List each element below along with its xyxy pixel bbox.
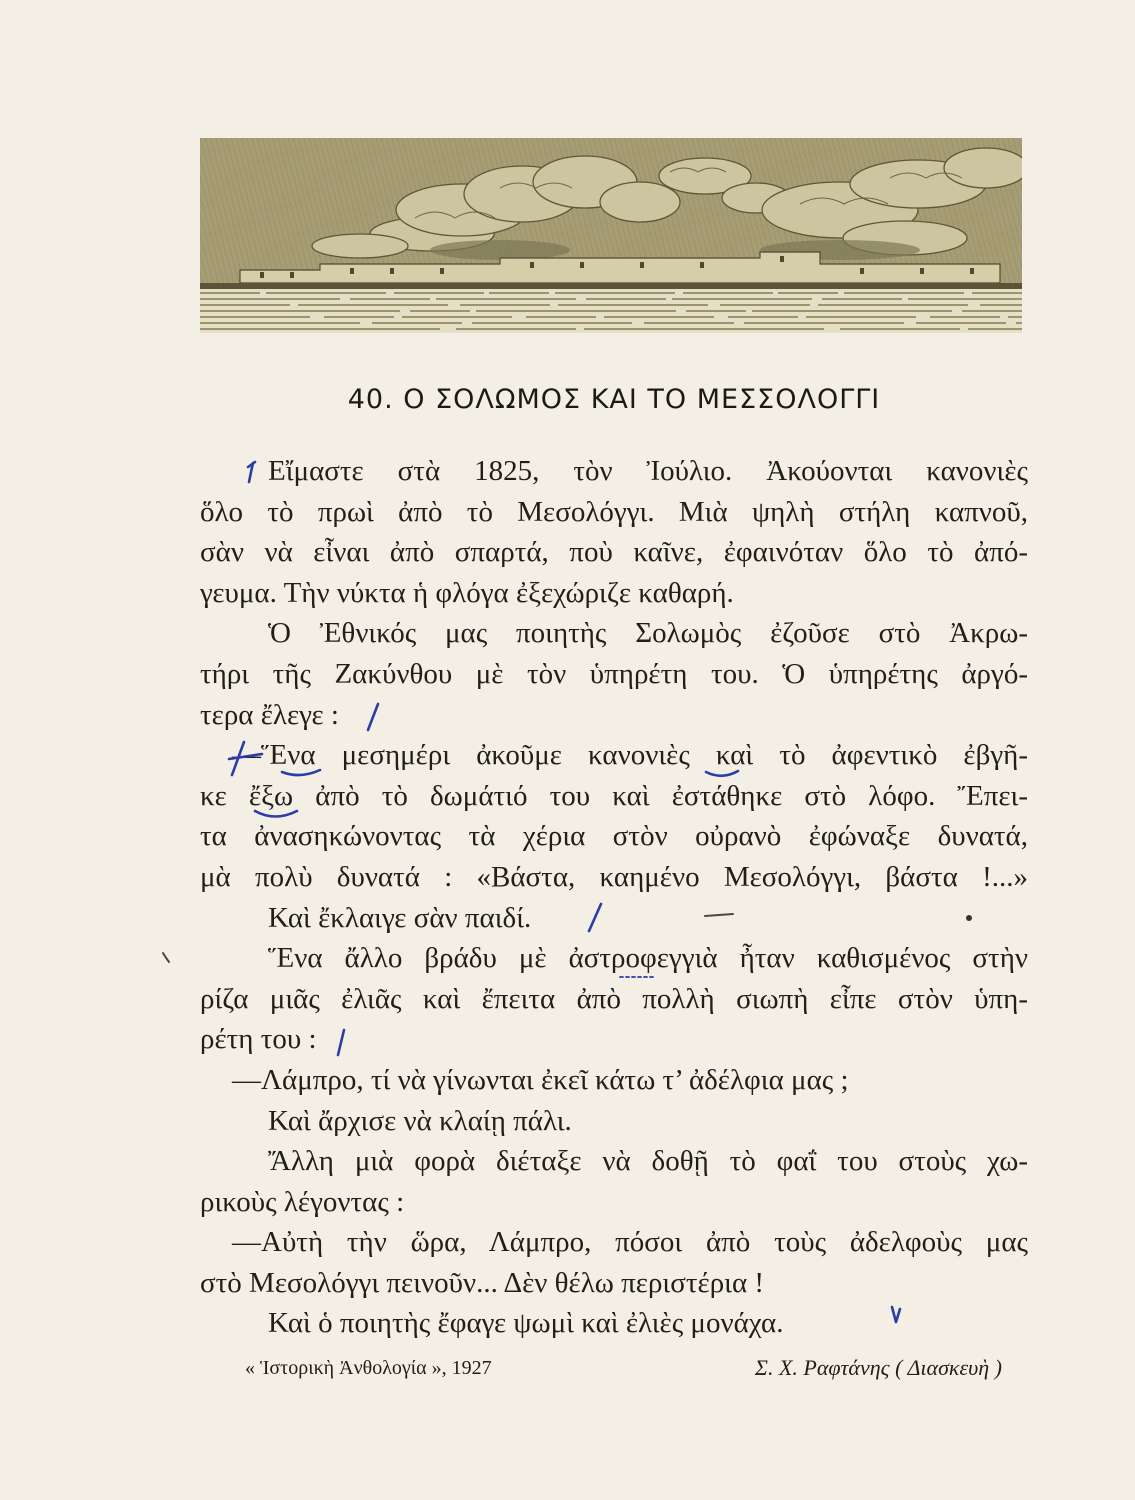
text-line: τήρι τῆς Ζακύνθου μὲ τὸν ὑπηρέτη του. Ὁ ὑπηρέτης ἀργό- xyxy=(200,657,1028,690)
header-illustration xyxy=(200,138,1022,333)
text-line: Ἕνα ἄλλο βράδυ μὲ ἀστροφεγγιὰ ἦταν καθισμένος στὴν xyxy=(268,942,1028,975)
text-line: τα ἀνασηκώνοντας τὰ χέρια στὸν οὐρανὸ ἐφώναξε δυνατά, xyxy=(200,820,1028,853)
author-credit: Σ. Χ. Ραφτάνης ( Διασκευὴ ) xyxy=(754,1355,1002,1380)
text-line: —Ἕνα μεσημέρι ἀκοῦμε κανονιὲς καὶ τὸ ἀφεντικὸ ἐβγῆ- xyxy=(232,739,1028,772)
text-line: Εἴμαστε στὰ 1825, τὸν Ἰούλιο. Ἀκούονται κανονιὲς xyxy=(268,455,1028,487)
text-line: μὰ πολὺ δυνατά : «Βάστα, καημένο Μεσολόγγι, βάστα !...» xyxy=(200,860,1028,893)
text-line: ὅλο τὸ πρωὶ ἀπὸ τὸ Μεσολόγγι. Μιὰ ψηλὴ στήλη καπνοῦ, xyxy=(200,495,1028,528)
text-line: σὰν νὰ εἶναι ἀπὸ σπαρτά, ποὺ καῖνε, ἐφαινόταν ὅλο τὸ ἀπό- xyxy=(200,536,1028,569)
text-line: τερα ἔλεγε : xyxy=(200,698,339,731)
text-line: Καὶ ἄρχισε νὰ κλαίῃ πάλι. xyxy=(268,1104,572,1137)
pencil-mark xyxy=(163,953,169,962)
text-line: —Αὐτὴ τὴν ὥρα, Λάμπρο, πόσοι ἀπὸ τοὺς ἀδελφοὺς μας xyxy=(232,1226,1028,1259)
text-line: ρίζα μιᾶς ἐλιᾶς καὶ ἔπειτα ἀπὸ πολλὴ σιωπὴ εἶπε στὸν ὑπη- xyxy=(200,982,1028,1015)
text-line: —Λάμπρο, τί νὰ γίνωνται ἐκεῖ κάτω τ’ ἀδέλφια μας ; xyxy=(232,1063,849,1096)
chapter-title: 40. Ο ΣΟΛΩΜΟΣ ΚΑΙ ΤΟ ΜΕΣΣΟΛΟΓΓΙ xyxy=(347,384,881,415)
source-citation: « Ἱστορικὴ Ἀνθολογία », 1927 xyxy=(245,1357,492,1379)
text-line: στὸ Μεσολόγγι πεινοῦν... Δὲν θέλω περιστέρια ! xyxy=(200,1266,765,1299)
text-line: Ὁ Ἐθνικός μας ποιητὴς Σολωμὸς ἐζοῦσε στὸ Ἀκρω- xyxy=(268,617,1028,650)
text-line: Ἄλλη μιὰ φορὰ διέταξε νὰ δοθῇ τὸ φαΐ του στοὺς χω- xyxy=(268,1145,1028,1178)
text-line: γευμα. Τὴν νύκτα ἡ φλόγα ἐξεχώριζε καθαρή. xyxy=(200,576,734,609)
text-line: ρικοὺς λέγοντας : xyxy=(200,1185,405,1218)
water-lines xyxy=(200,289,1022,333)
body-text xyxy=(200,451,1028,1344)
text-line: Καὶ ἔκλαιγε σὰν παιδί. xyxy=(268,901,532,934)
text-line: Καὶ ὁ ποιητὴς ἔφαγε ψωμὶ καὶ ἐλιὲς μονάχα. xyxy=(268,1307,784,1340)
shoreline xyxy=(200,283,1022,289)
text-line: ρέτη του : xyxy=(200,1023,317,1056)
text-line: κε ἔξω ἀπὸ τὸ δωμάτιό του καὶ ἐστάθηκε στὸ λόφο. Ἔπει- xyxy=(200,779,1028,812)
